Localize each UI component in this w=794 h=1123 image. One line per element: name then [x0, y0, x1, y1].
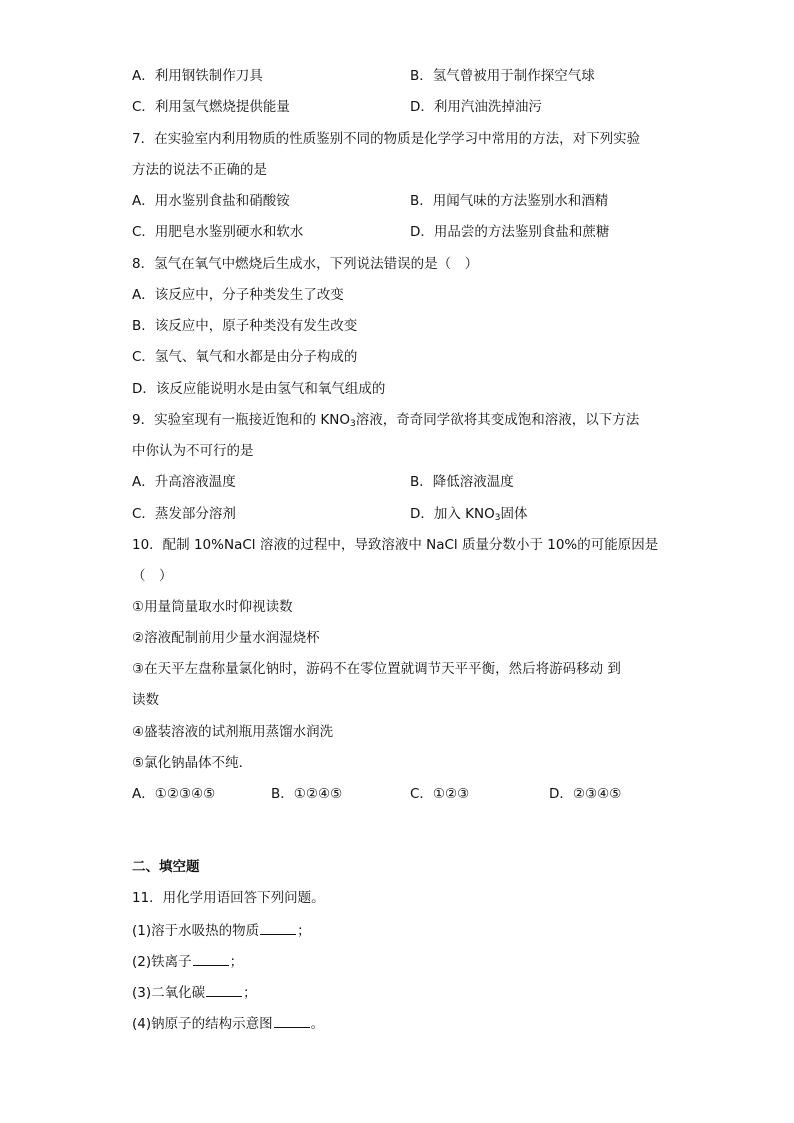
q10-item-4: ④盛装溶液的试剂瓶用蒸馏水润洗 — [132, 724, 334, 740]
q10-option-b: B．①②④⑤ — [271, 786, 343, 802]
q9-stem-post: 溶液，奇奇同学欲将其变成饱和溶液，以下方法 — [355, 412, 640, 428]
q7-stem-line2: 方法的说法不正确的是 — [132, 162, 267, 178]
q9-stem-pre: 9．实验室现有一瓶接近饱和的 KNO — [132, 412, 350, 428]
q8-option-a: A．该反应中，分子种类发生了改变 — [132, 287, 344, 303]
q8-stem: 8．氢气在氧气中燃烧后生成水，下列说法错误的是（ ） — [132, 256, 479, 272]
q9-option-a: A．升高溶液温度 — [132, 474, 236, 490]
q9-stem-sub: 3 — [349, 419, 356, 429]
q10-item-3-line1: ③在天平左盘称量氯化钠时，游码不在零位置就调节天平平衡，然后将游码移动 到 — [132, 661, 621, 677]
q6-option-a: A．利用钢铁制作刀具 — [132, 68, 263, 84]
q9-option-d-pre: D．加入 KNO — [410, 506, 495, 522]
q8-option-c: C．氢气、氧气和水都是由分子构成的 — [132, 349, 358, 365]
q11-part-2-end: ； — [229, 954, 244, 970]
q10-item-5: ⑤氯化钠晶体不纯． — [132, 755, 253, 771]
q11-part-1-blank[interactable] — [260, 920, 296, 935]
q10-item-1: ①用量筒量取水时仰视读数 — [132, 599, 293, 615]
q11-part-4 — [132, 1013, 324, 1034]
q9-stem-line1 — [132, 410, 639, 434]
q9-stem-line2: 中你认为不可行的是 — [132, 443, 254, 459]
q9-option-d — [410, 504, 528, 528]
q6-option-d: D．利用汽油洗掉油污 — [410, 99, 542, 115]
q9-option-b: B．降低溶液温度 — [410, 474, 514, 490]
q7-stem-line1: 7．在实验室内利用物质的性质鉴别不同的物质是化学学习中常用的方法，对下列实验 — [132, 131, 641, 147]
q7-option-c: C．用肥皂水鉴别硬水和软水 — [132, 224, 304, 240]
q11-part-4-blank[interactable] — [274, 1013, 310, 1028]
q11-part-2 — [132, 951, 243, 972]
q11-part-4-text: (4)钠原子的结构示意图 — [132, 1016, 273, 1032]
q6-option-c: C．利用氢气燃烧提供能量 — [132, 99, 290, 115]
q8-option-d: D．该反应能说明水是由氢气和氧气组成的 — [132, 381, 386, 397]
q11-part-1-end: ； — [297, 923, 311, 939]
q10-option-d: D．②③④⑤ — [549, 786, 622, 802]
q10-option-a: A．①②③④⑤ — [132, 786, 216, 802]
section-title-fill-in: 二、填空题 — [132, 859, 200, 875]
q11-part-3-end: ； — [243, 985, 257, 1001]
q11-part-1-text: (1)溶于水吸热的物质 — [132, 923, 260, 939]
q11-part-3-blank[interactable] — [206, 982, 242, 997]
q10-stem-line1: 10．配制 10%NaCl 溶液的过程中，导致溶液中 NaCl 质量分数小于 10%的可能原因是 — [132, 537, 659, 553]
q6-option-b: B．氢气曾被用于制作探空气球 — [410, 68, 595, 84]
q11-part-2-text: (2)铁离子 — [132, 954, 192, 970]
q9-option-d-post: 固体 — [500, 506, 528, 522]
q8-option-b: B．该反应中，原子种类没有发生改变 — [132, 318, 358, 334]
q11-stem: 11．用化学用语回答下列问题。 — [132, 890, 325, 906]
q11-part-3 — [132, 982, 257, 1003]
q10-stem-line2: （ ） — [132, 568, 173, 584]
q7-option-b: B．用闻气味的方法鉴别水和酒精 — [410, 193, 609, 209]
q11-part-3-text: (3)二氧化碳 — [132, 985, 206, 1001]
q10-item-3-line2: 读数 — [132, 692, 159, 708]
q10-option-c: C．①②③ — [410, 786, 470, 802]
q9-option-d-sub: 3 — [494, 513, 501, 523]
q11-part-4-end: 。 — [310, 1016, 325, 1032]
q11-part-2-blank[interactable] — [193, 951, 229, 966]
q7-option-a: A．用水鉴别食盐和硝酸铵 — [132, 193, 290, 209]
q11-part-1 — [132, 920, 311, 941]
q7-option-d: D．用品尝的方法鉴别食盐和蔗糖 — [410, 224, 610, 240]
q10-item-2: ②溶液配制前用少量水润湿烧杯 — [132, 630, 320, 646]
q9-option-c: C．蒸发部分溶剂 — [132, 506, 236, 522]
